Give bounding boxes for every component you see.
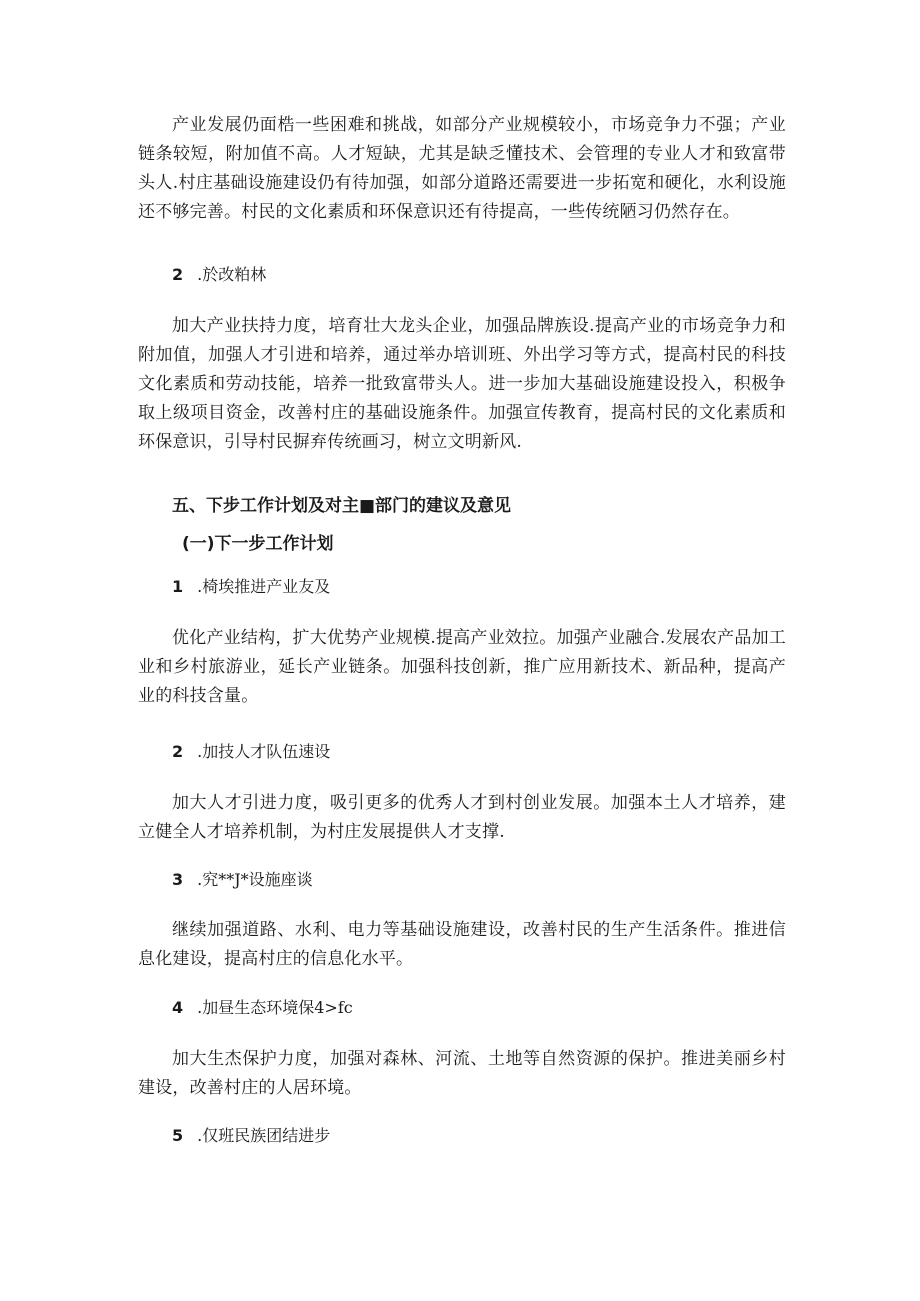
item-number: 5	[172, 1126, 184, 1145]
paragraph-ecology: 加大生杰保护力度，加强对森林、河流、土地等自然资源的保护。推进美丽乡村建设，改善村庄的人居环境。	[138, 1049, 786, 1098]
list-item-ecology	[172, 997, 353, 1019]
item-title: .加昼生态环境保4>fc	[197, 998, 353, 1017]
item-number: 3	[172, 870, 184, 889]
paragraph-talent: 加大人才引进力度，吸引更多的优秀人才到村创业发展。加强本土人才培养，建立健全人才培养机制，为村庄发展提供人才支撑.	[138, 793, 786, 842]
item-title: .椅埃推进产业友及	[197, 577, 331, 596]
paragraph-difficulties: 产业发展仍面梏一些困难和挑战，如部分产业规模较小，市场竞争力不强；产业链条较短，附加值不高。人才短缺，尤其是缺乏懂技术、会管理的专业人才和致富带头人.村庄基础设施建设仍有待加强，如部分道路还需要进一步拓宽和硬化，水利设施还不够完善。村民的文化素质和环保意识还有待提高，一些传统陋习仍然存在。	[138, 115, 786, 222]
item-number: 1	[172, 577, 184, 596]
subsection-heading: (一)下一步工作计划	[182, 534, 334, 554]
item-title: .加技人才队伍速设	[197, 742, 331, 761]
paragraph-measures: 加大产业扶持力度，培育壮大龙头企业，加强品牌族设.提高产业的市场竞争力和附加值，加强人才引进和培养，通过举办培训班、外出学习等方式，提高村民的科技文化素质和劳动技能，培养一批致富带头人。进一步加大基础设施建设投入，积极争取上级项目资金，改善村庄的基础设施条件。加强宣传教育，提高村民的文化素质和环保意识，引导村民摒弃传统画习，树立文明新风.	[138, 316, 786, 452]
list-item-unity	[172, 1125, 330, 1147]
item-title: .究**J*设施座谈	[197, 870, 313, 889]
paragraph-industry: 优化产业结构，扩大优势产业规模.提高产业效拉。加强产业融合.发展农产品加工业和乡村旅游业，延长产业链条。加强科技创新，推广应用新技术、新品种，提高产业的科技含量。	[138, 628, 786, 706]
list-item-infrastructure	[172, 869, 313, 891]
paragraph-infrastructure: 继续加强道路、水利、电力等基础设施建设，改善村民的生产生活条件。推进信息化建设，提高村庄的信息化水平。	[138, 920, 786, 969]
section-heading: 五、下步工作计划及对主■部门的建议及意见	[172, 496, 512, 516]
list-item-talent	[172, 741, 330, 763]
item-title: .於改粕林	[197, 265, 267, 284]
list-item-measures	[172, 264, 266, 286]
item-number: 2	[172, 742, 184, 761]
item-number: 4	[172, 998, 184, 1017]
list-item-industry	[172, 576, 330, 598]
item-title: .仅班民族团结进步	[197, 1126, 331, 1145]
item-number: 2	[172, 265, 184, 284]
